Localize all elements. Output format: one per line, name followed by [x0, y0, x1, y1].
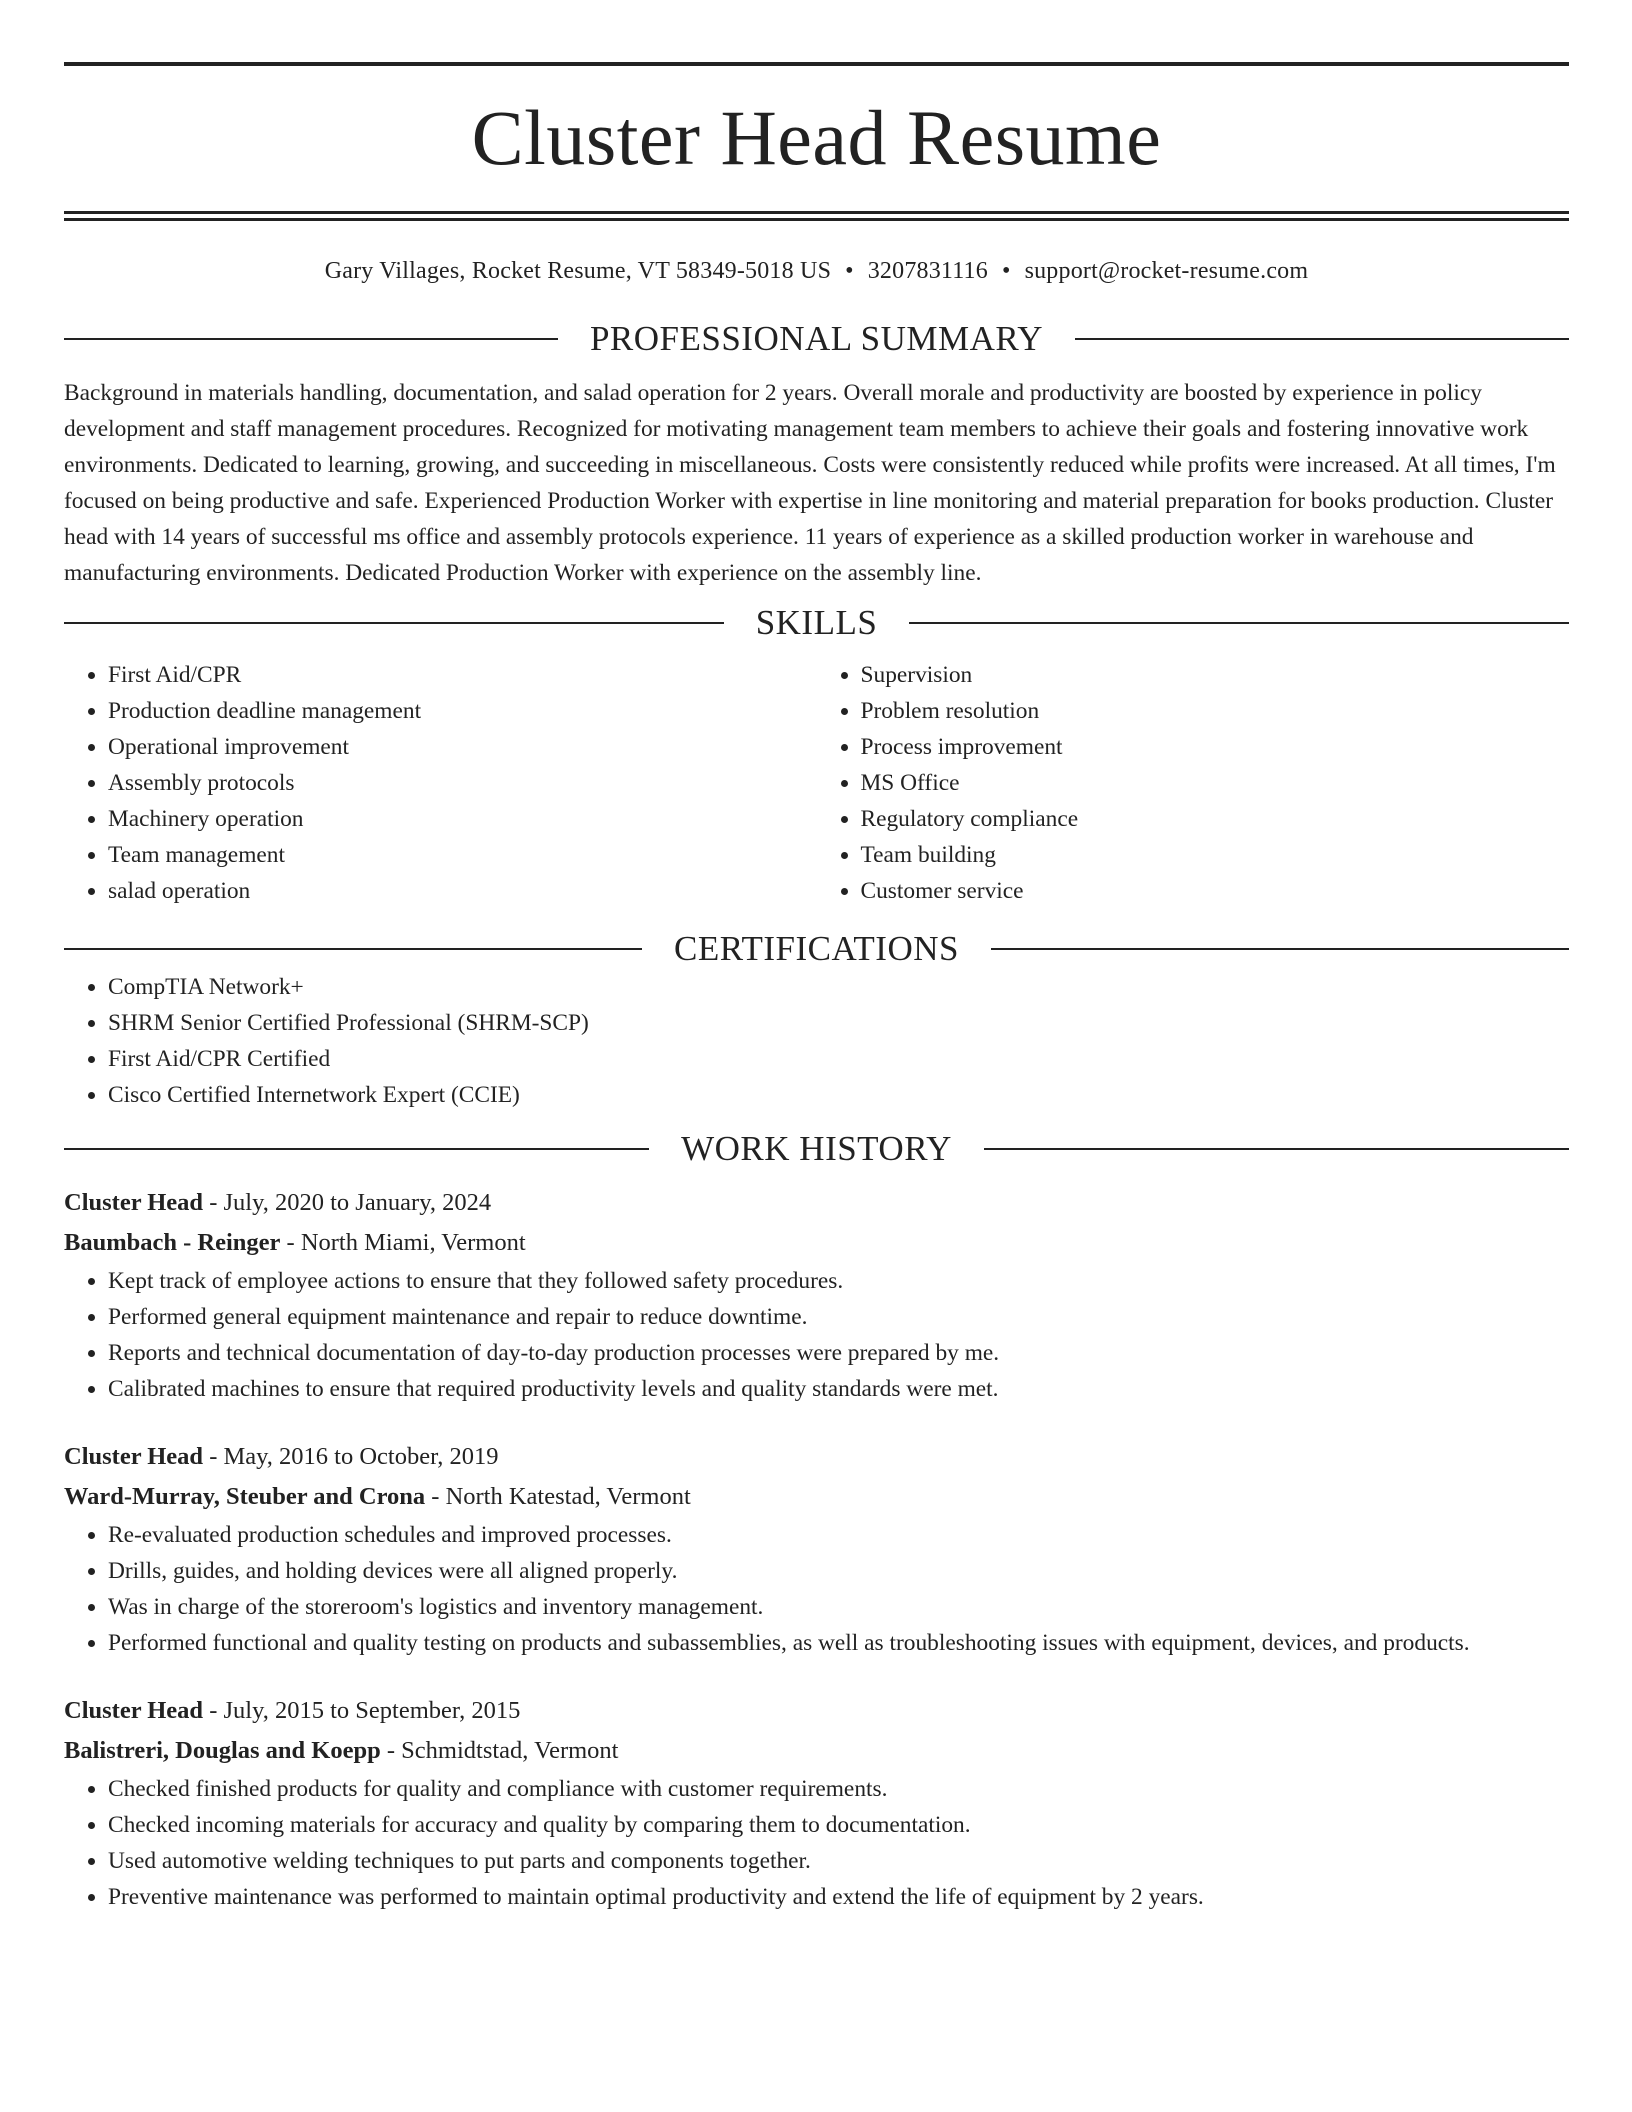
job-bullet: • Kept track of employee actions to ensure that they followed safety procedures. — [108, 1263, 1569, 1299]
skill-item: • Process improvement — [861, 729, 1570, 765]
job-company: Ward-Murray, Steuber and Crona — [64, 1483, 426, 1510]
job-bullet: • Performed functional and quality testing on products and subassemblies, as well as troubleshooting issues with equipment, devices, and products. — [108, 1625, 1569, 1661]
certifications-list — [64, 969, 1569, 1113]
job-bullet-list — [64, 1263, 1569, 1407]
job-location: - North Miami, Vermont — [280, 1229, 526, 1256]
skill-item: • Production deadline management — [108, 693, 817, 729]
skill-item: • Machinery operation — [108, 801, 817, 837]
heading-rule-right — [991, 948, 1569, 950]
job-entry — [64, 1691, 1569, 1915]
job-title-line — [64, 1437, 1569, 1477]
job-title-line — [64, 1183, 1569, 1223]
job-bullet: • Drills, guides, and holding devices were all aligned properly. — [108, 1553, 1569, 1589]
certification-item: • CompTIA Network+ — [108, 969, 1569, 1005]
skill-item: • MS Office — [861, 765, 1570, 801]
job-dates: - July, 2020 to January, 2024 — [203, 1189, 492, 1216]
heading-rule-left — [64, 948, 642, 950]
skill-item: • Customer service — [861, 873, 1570, 909]
job-bullet: • Re-evaluated production schedules and improved processes. — [108, 1517, 1569, 1553]
job-bullet: • Preventive maintenance was performed to maintain optimal productivity and extend the life of equipment by 2 years. — [108, 1879, 1569, 1915]
skill-item: • Regulatory compliance — [861, 801, 1570, 837]
job-title-line — [64, 1691, 1569, 1731]
contact-line — [64, 257, 1569, 285]
title-double-rule — [64, 211, 1569, 221]
skills-column-left — [64, 657, 817, 909]
section-title-summary: PROFESSIONAL SUMMARY — [589, 319, 1044, 358]
section-heading-certifications — [64, 929, 1569, 969]
job-company: Balistreri, Douglas and Koepp — [64, 1737, 381, 1764]
skill-item: • Problem resolution — [861, 693, 1570, 729]
heading-rule-left — [64, 1148, 649, 1150]
job-location: - North Katestad, Vermont — [425, 1483, 691, 1510]
job-dates: - July, 2015 to September, 2015 — [203, 1697, 521, 1724]
skill-item: • Supervision — [861, 657, 1570, 693]
job-company: Baumbach - Reinger — [64, 1229, 281, 1256]
heading-rule-right — [984, 1148, 1569, 1150]
job-bullet: • Used automotive welding techniques to put parts and components together. — [108, 1843, 1569, 1879]
section-title-work-history: WORK HISTORY — [681, 1129, 952, 1168]
top-rule — [64, 62, 1569, 66]
skills-list-left — [64, 657, 817, 909]
section-title-skills: SKILLS — [755, 603, 878, 642]
contact-separator: • — [845, 258, 854, 284]
job-company-line — [64, 1477, 1569, 1517]
contact-email: support@rocket-resume.com — [1024, 258, 1309, 284]
skill-item: • Operational improvement — [108, 729, 817, 765]
job-bullet-list — [64, 1771, 1569, 1915]
job-bullet: • Reports and technical documentation of day-to-day production processes were prepared by me. — [108, 1335, 1569, 1371]
job-bullet: • Checked finished products for quality and compliance with customer requirements. — [108, 1771, 1569, 1807]
skill-item: • Assembly protocols — [108, 765, 817, 801]
job-company-line — [64, 1223, 1569, 1263]
skill-item: • Team building — [861, 837, 1570, 873]
summary-paragraph: Background in materials handling, documentation, and salad operation for 2 years. Overall morale and productivity are boosted by experience in policy development and staff management procedures. Recognized for motivating management team members to achieve their goals and fostering innovative work environments. Dedicated to learning, growing, and succeeding in miscellaneous. Costs were consistently reduced while profits were increased. At all times, I'm focused on being productive and safe. Experienced Production Worker with expertise in line monitoring and material preparation for books production. Cluster head with 14 years of successful ms office and assembly protocols experience. 11 years of experience as a skilled production worker in warehouse and manufacturing environments. Dedicated Production Worker with experience on the assembly line. — [64, 380, 1556, 586]
job-company-line — [64, 1731, 1569, 1771]
skill-item: • Team management — [108, 837, 817, 873]
job-entry — [64, 1437, 1569, 1661]
contact-phone: 3207831116 — [867, 258, 988, 284]
job-title: Cluster Head — [64, 1443, 204, 1470]
section-heading-summary — [64, 319, 1569, 359]
section-heading-skills — [64, 603, 1569, 643]
job-bullet: • Was in charge of the storeroom's logistics and inventory management. — [108, 1589, 1569, 1625]
skills-column-right — [817, 657, 1570, 909]
job-title: Cluster Head — [64, 1189, 204, 1216]
certification-item: • First Aid/CPR Certified — [108, 1041, 1569, 1077]
job-bullet: • Checked incoming materials for accuracy and quality by comparing them to documentation. — [108, 1807, 1569, 1843]
job-dates: - May, 2016 to October, 2019 — [203, 1443, 499, 1470]
certification-item: • Cisco Certified Internetwork Expert (CCIE) — [108, 1077, 1569, 1113]
heading-rule-left — [64, 622, 724, 624]
skill-item: • First Aid/CPR — [108, 657, 817, 693]
certification-item: • SHRM Senior Certified Professional (SHRM-SCP) — [108, 1005, 1569, 1041]
job-bullet: • Performed general equipment maintenance and repair to reduce downtime. — [108, 1299, 1569, 1335]
contact-separator: • — [1001, 258, 1011, 284]
heading-rule-left — [64, 338, 558, 340]
heading-rule-right — [1075, 338, 1569, 340]
contact-address: Gary Villages, Rocket Resume, VT 58349-5018 US — [324, 258, 832, 284]
skills-list-right — [817, 657, 1570, 909]
section-heading-work-history — [64, 1129, 1569, 1169]
job-location: - Schmidtstad, Vermont — [380, 1737, 619, 1764]
job-title: Cluster Head — [64, 1697, 204, 1724]
job-bullet: • Calibrated machines to ensure that required productivity levels and quality standards were met. — [108, 1371, 1569, 1407]
skills-grid — [64, 657, 1569, 909]
resume-title: Cluster Head Resume — [471, 94, 1162, 181]
section-title-certifications: CERTIFICATIONS — [674, 929, 959, 968]
job-bullet-list — [64, 1517, 1569, 1661]
heading-rule-right — [909, 622, 1569, 624]
skill-item: • salad operation — [108, 873, 817, 909]
job-entry — [64, 1183, 1569, 1407]
